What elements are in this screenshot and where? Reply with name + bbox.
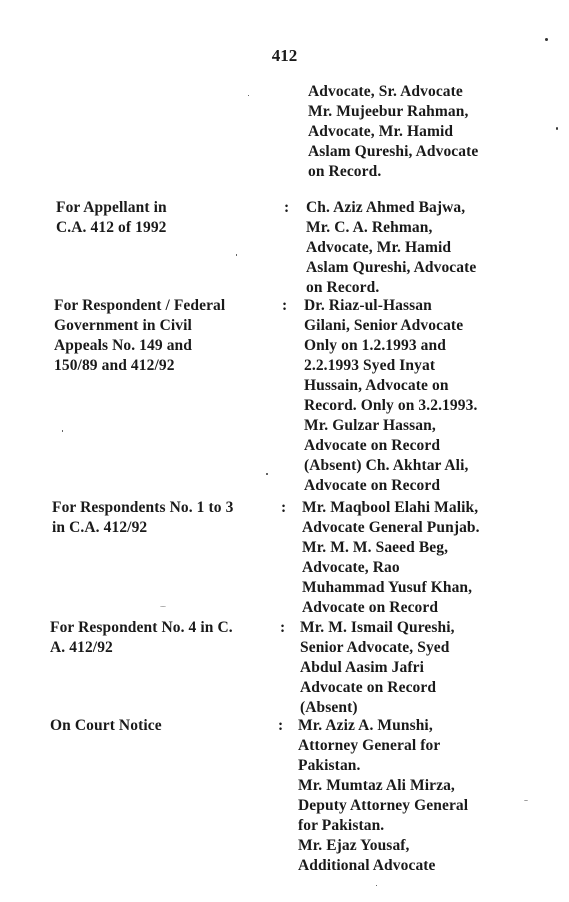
party-label-line: Appeals No. 149 and xyxy=(54,337,192,354)
counsel-line: Advocate on Record xyxy=(304,437,441,454)
scan-speck xyxy=(248,95,249,96)
separator-colon: : xyxy=(281,499,287,516)
scan-speck xyxy=(545,38,548,41)
counsel-line: (Absent) Ch. Akhtar Ali, xyxy=(304,457,469,474)
counsel-line: Mr. C. A. Rehman, xyxy=(306,219,433,236)
continuation-line: Mr. Mujeebur Rahman, xyxy=(308,103,469,120)
separator-colon: : xyxy=(278,717,284,734)
counsel-line: Advocate General Punjab. xyxy=(302,519,480,536)
party-label-line: C.A. 412 of 1992 xyxy=(56,219,167,236)
separator-colon: : xyxy=(282,297,288,314)
counsel-line: Deputy Attorney General xyxy=(298,797,469,814)
counsel-line: (Absent) xyxy=(300,699,358,716)
counsel-line: Muhammad Yusuf Khan, xyxy=(302,579,473,596)
counsel-line: Advocate on Record xyxy=(304,477,441,494)
counsel-line: Advocate on Record xyxy=(300,679,437,696)
counsel-line: Record. Only on 3.2.1993. xyxy=(304,397,478,414)
scan-speck xyxy=(556,127,558,130)
scan-speck xyxy=(376,885,377,886)
counsel-line: Attorney General for xyxy=(298,737,441,754)
counsel-line: Mr. Gulzar Hassan, xyxy=(304,417,436,434)
counsel-line: Only on 1.2.1993 and xyxy=(304,337,446,354)
scan-speck xyxy=(62,430,63,432)
counsel-line: Advocate on Record xyxy=(302,599,439,616)
counsel-line: Additional Advocate xyxy=(298,857,436,874)
counsel-line: Aslam Qureshi, Advocate xyxy=(306,259,477,276)
counsel-line: Mr. Mumtaz Ali Mirza, xyxy=(298,777,455,794)
counsel-line: Mr. Ejaz Yousaf, xyxy=(298,837,410,854)
counsel-line: Dr. Riaz-ul-Hassan xyxy=(304,297,432,314)
party-label-line: For Respondents No. 1 to 3 xyxy=(52,499,234,516)
scan-speck xyxy=(160,606,166,607)
counsel-line: Mr. M. Ismail Qureshi, xyxy=(300,619,455,636)
counsel-line: Mr. Maqbool Elahi Malik, xyxy=(302,499,479,516)
party-label-line: 150/89 and 412/92 xyxy=(54,357,175,374)
counsel-line: on Record. xyxy=(306,279,380,296)
party-label-line: For Respondent / Federal xyxy=(54,297,226,314)
counsel-line: Ch. Aziz Ahmed Bajwa, xyxy=(306,199,466,216)
counsel-line: Senior Advocate, Syed xyxy=(300,639,450,656)
page-number: 412 xyxy=(271,46,298,65)
party-label-line: Government in Civil xyxy=(54,317,192,334)
continuation-line: Aslam Qureshi, Advocate xyxy=(308,143,479,160)
party-label-line: For Appellant in xyxy=(56,199,167,216)
continuation-line: Advocate, Sr. Advocate xyxy=(308,83,463,100)
scan-speck xyxy=(266,473,268,475)
counsel-line: Gilani, Senior Advocate xyxy=(304,317,464,334)
scan-speck xyxy=(236,254,237,256)
counsel-line: 2.2.1993 Syed Inyat xyxy=(304,357,436,374)
counsel-line: Abdul Aasim Jafri xyxy=(300,659,424,676)
counsel-line: Mr. Aziz A. Munshi, xyxy=(298,717,433,734)
continuation-line: Advocate, Mr. Hamid xyxy=(308,123,454,140)
counsel-line: for Pakistan. xyxy=(298,817,385,834)
separator-colon: : xyxy=(284,199,290,216)
counsel-line: Advocate, Mr. Hamid xyxy=(306,239,452,256)
counsel-line: Pakistan. xyxy=(298,757,361,774)
continuation-line: on Record. xyxy=(308,163,382,180)
counsel-line: Hussain, Advocate on xyxy=(304,377,449,394)
counsel-line: Mr. M. M. Saeed Beg, xyxy=(302,539,449,556)
separator-colon: : xyxy=(280,619,286,636)
counsel-line: Advocate, Rao xyxy=(302,559,400,576)
party-label-line: On Court Notice xyxy=(50,717,162,734)
party-label-line: For Respondent No. 4 in C. xyxy=(50,619,233,636)
party-label-line: in C.A. 412/92 xyxy=(52,519,148,536)
scan-speck xyxy=(524,800,528,801)
party-label-line: A. 412/92 xyxy=(50,639,113,656)
